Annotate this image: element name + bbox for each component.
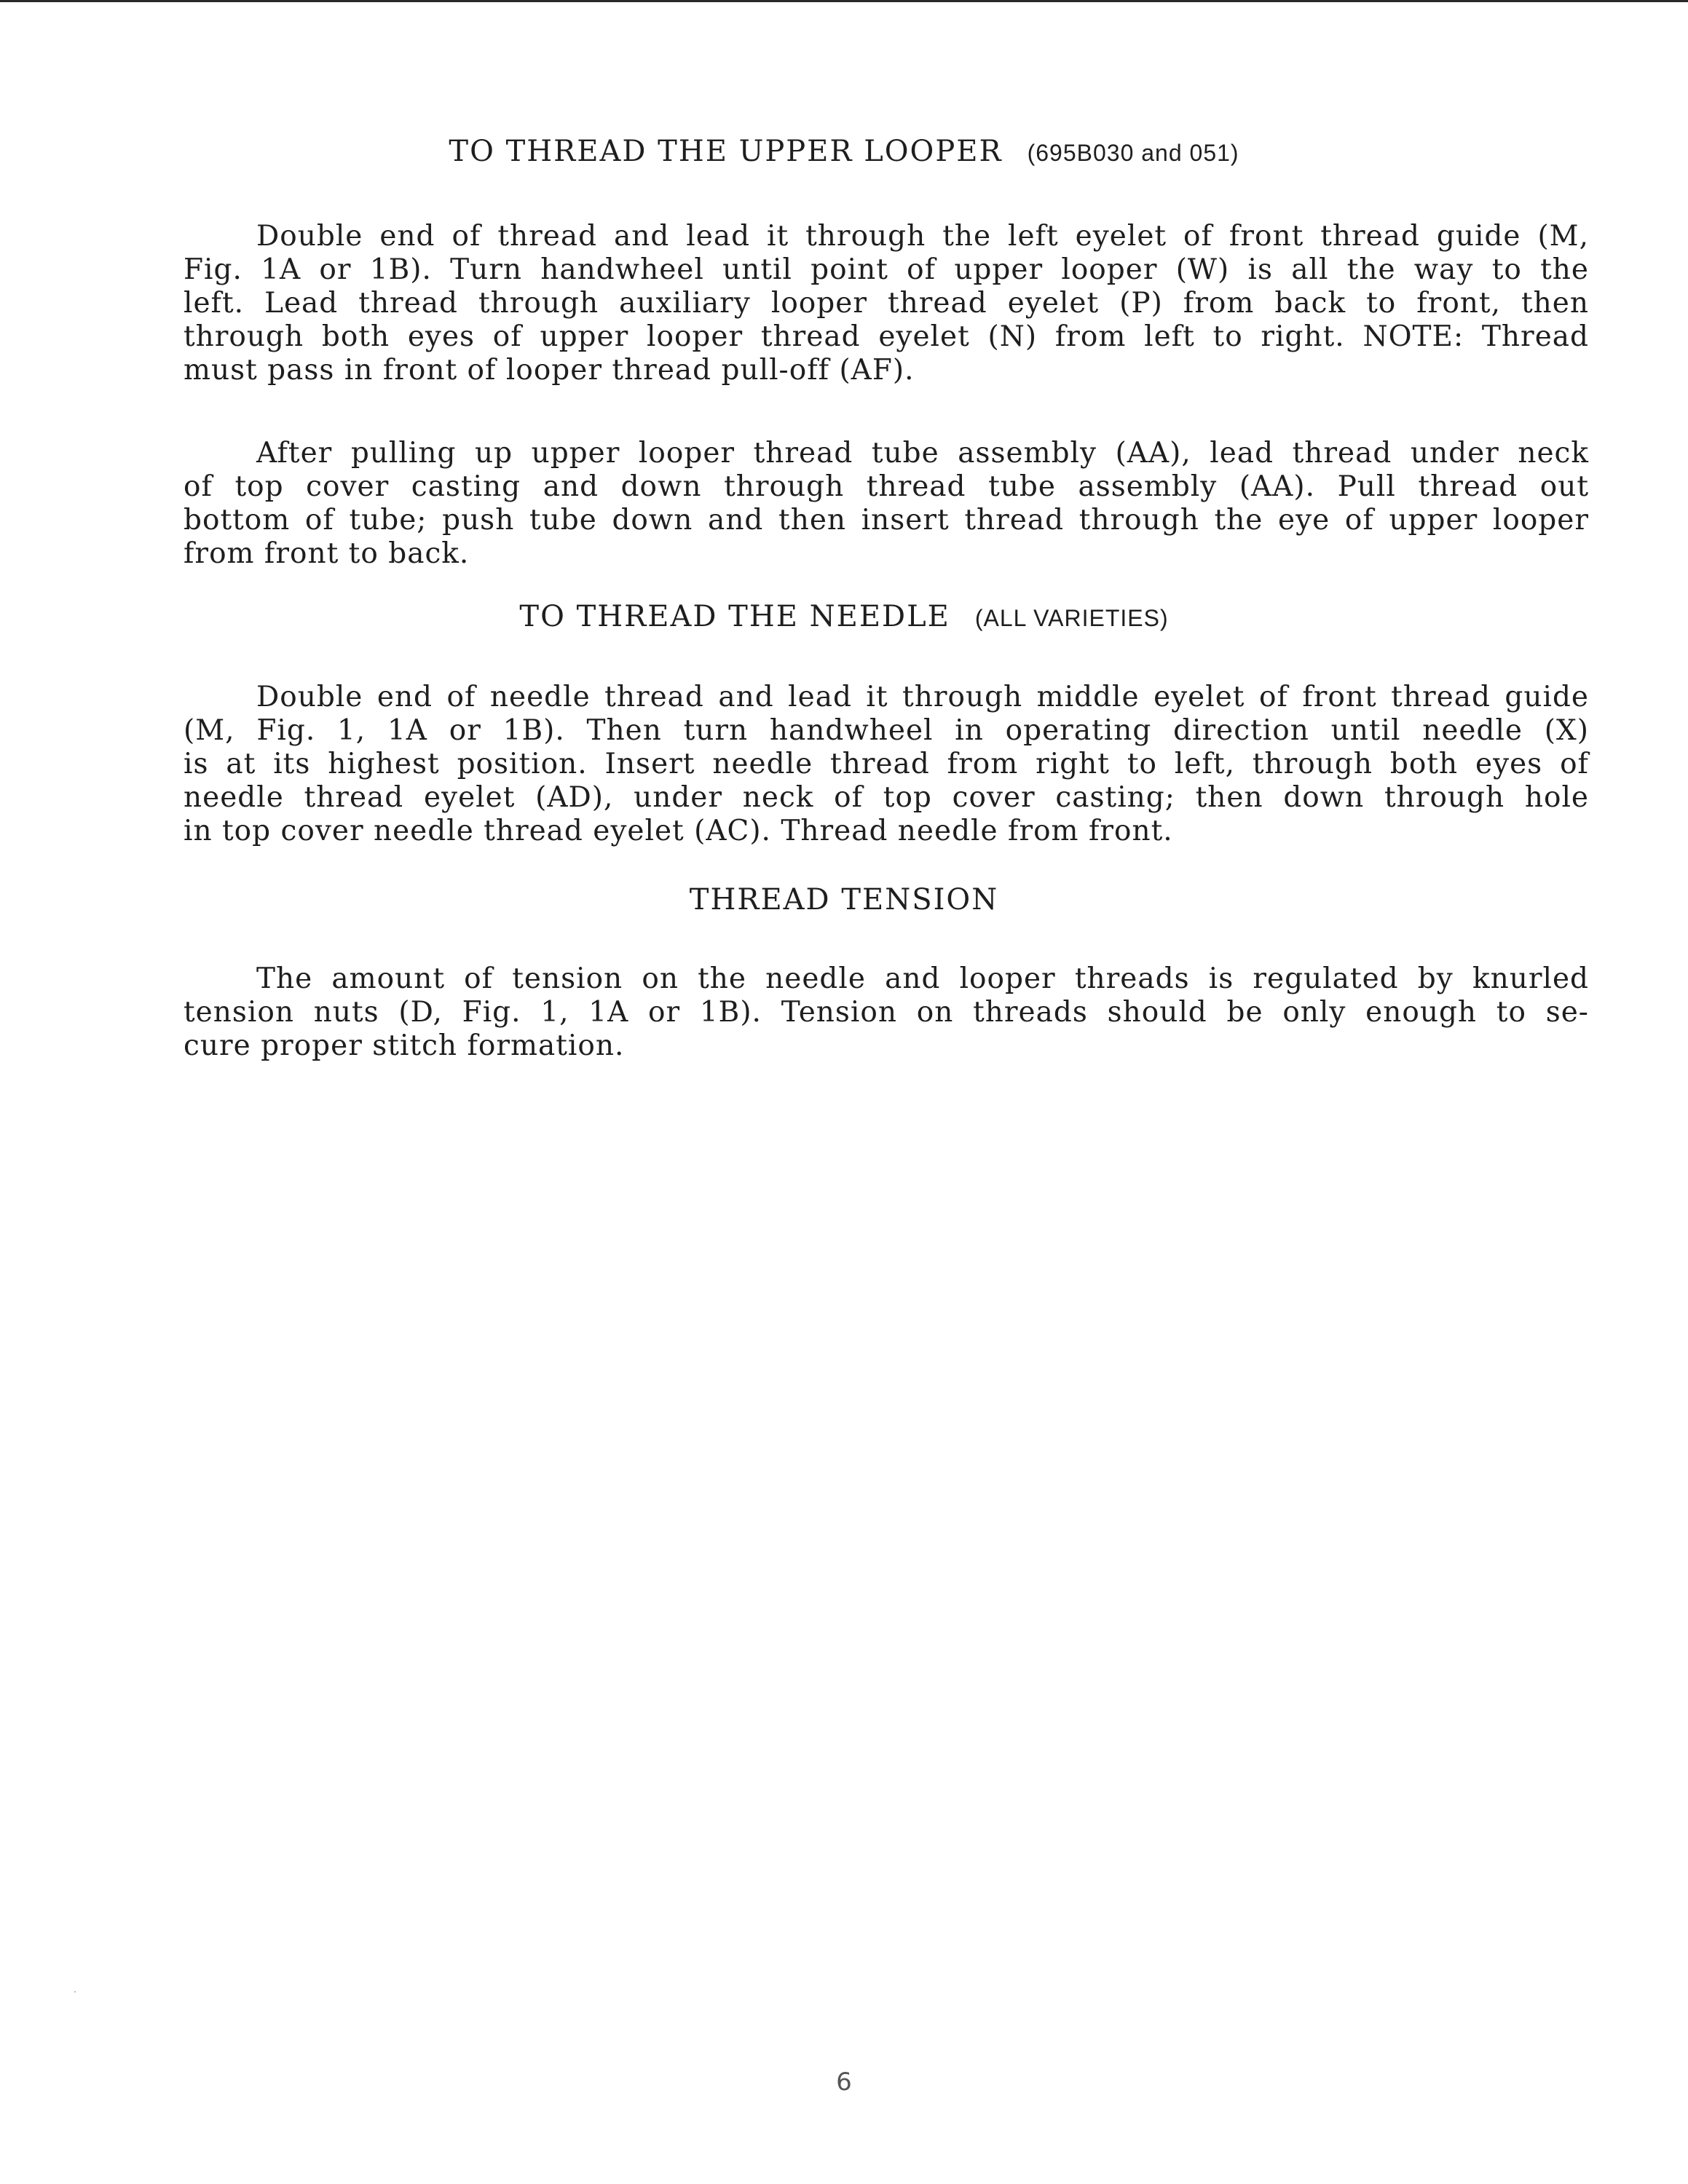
heading-thread-needle — [0, 600, 1688, 633]
text-line: is at its highest position. Insert needle thread from right to left, through both eyes of — [184, 748, 1589, 780]
text-line: needle thread eyelet (AD), under neck of top cover casting; then down through hole — [184, 781, 1589, 814]
text-line: bottom of tube; push tube down and then insert thread through the eye of upper looper — [184, 504, 1589, 537]
text-line: in top cover needle thread eyelet (AC). Thread needle from front. — [184, 815, 1173, 847]
heading-upper-looper — [0, 135, 1688, 168]
paragraph-upper-looper-2 — [184, 437, 1589, 571]
paragraph-thread-needle — [184, 681, 1589, 848]
text-line: through both eyes of upper looper thread eyelet (N) from left to right. NOTE: Thread — [184, 320, 1589, 353]
paragraph-upper-looper-1 — [184, 220, 1589, 387]
heading-note: (695B030 and 051) — [1027, 140, 1239, 166]
top-border-rule — [0, 0, 1688, 2]
heading-title: TO THREAD THE NEEDLE — [519, 600, 950, 633]
text-line: After pulling up upper looper thread tube assembly (AA), lead thread under neck — [256, 437, 1589, 470]
text-line: cure proper stitch formation. — [184, 1029, 625, 1062]
text-line: (M, Fig. 1, 1A or 1B). Then turn handwheel in operating direction until needle (X) — [184, 714, 1589, 747]
heading-title: THREAD TENSION — [689, 883, 999, 917]
paragraph-thread-tension — [184, 962, 1589, 1063]
text-line: of top cover casting and down through thread tube assembly (AA). Pull thread out — [184, 470, 1589, 503]
heading-thread-tension — [0, 883, 1688, 917]
heading-note: (ALL VARIETIES) — [974, 605, 1169, 631]
text-line: Double end of thread and lead it through the left eyelet of front thread guide (M, — [256, 220, 1589, 253]
scan-speck — [74, 1991, 76, 1993]
text-line: must pass in front of looper thread pull-off (AF). — [184, 354, 915, 387]
text-line: from front to back. — [184, 537, 470, 570]
text-line: Fig. 1A or 1B). Turn handwheel until point of upper looper (W) is all the way to the — [184, 253, 1589, 286]
text-line: left. Lead thread through auxiliary looper thread eyelet (P) from back to front, then — [184, 287, 1589, 320]
text-line: tension nuts (D, Fig. 1, 1A or 1B). Tension on threads should be only enough to se- — [184, 996, 1589, 1029]
text-line: The amount of tension on the needle and looper threads is regulated by knurled — [256, 962, 1589, 995]
text-line: Double end of needle thread and lead it through middle eyelet of front thread guide — [256, 681, 1589, 713]
page-number: 6 — [836, 2068, 852, 2097]
heading-title: TO THREAD THE UPPER LOOPER — [449, 135, 1003, 168]
